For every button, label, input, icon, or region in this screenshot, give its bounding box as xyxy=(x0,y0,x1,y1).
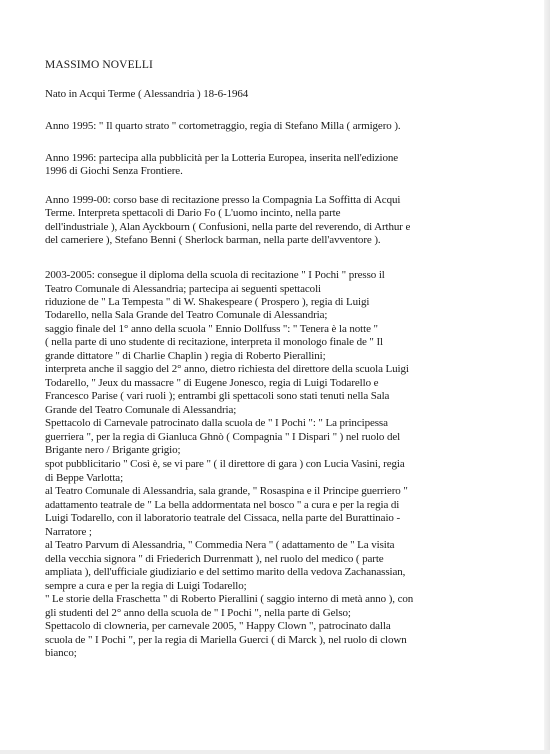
text-line: Anno 1996: partecipa alla pubblicità per la Lotteria Europea, inserita nell'edizione xyxy=(45,152,399,164)
scan-bottom-edge xyxy=(0,750,550,754)
text-line: sempre a cura e per la regia di Luigi Todarello; xyxy=(45,580,247,592)
text-line: Todarello, " Jeux du massacre " di Eugene Jonesco, regia di Luigi Todarello e xyxy=(45,377,379,389)
person-name: MASSIMO NOVELLI xyxy=(45,59,153,71)
text-line: riduzione de " La Tempesta " di W. Shakespeare ( Prospero ), regia di Luigi xyxy=(45,296,370,308)
text-line: Todarello, nella Sala Grande del Teatro Comunale di Alessandria; xyxy=(45,309,328,321)
text-line: Teatro Comunale di Alessandria; partecipa ai seguenti spettacoli xyxy=(45,283,321,295)
birth-line: Nato in Acqui Terme ( Alessandria ) 18-6-1964 xyxy=(45,88,249,100)
text-line: adattamento teatrale de " La bella addormentata nel bosco " a cura e per la regia di xyxy=(45,499,400,511)
text-line: Spettacolo di clowneria, per carnevale 2005, " Happy Clown ", patrocinato dalla xyxy=(45,620,391,632)
text-line: al Teatro Parvum di Alessandria, " Commedia Nera " ( adattamento de " La visita xyxy=(45,539,395,551)
text-line: Francesco Parise ( vari ruoli ); entrambi gli spettacoli sono stati tenuti nella Sala xyxy=(45,390,390,402)
paragraph-1995: Anno 1995: " Il quarto strato " cortometraggio, regia di Stefano Milla ( armigero ). xyxy=(45,120,401,132)
text-line: ampliata ), dell'ufficiale giudiziario e del settimo marito della vedova Zachanassian, xyxy=(45,566,406,578)
text-line: di Beppe Varlotta; xyxy=(45,472,124,484)
text-line: saggio finale del 1° anno della scuola " Ennio Dollfuss ": " Tenera è la notte " xyxy=(45,323,378,335)
text-line: guerriera ", per la regia di Gianluca Ghnò ( Compagnia " I Dispari " ) nel ruolo del xyxy=(45,431,401,443)
text-line: del cameriere ), Stefano Benni ( Sherlock barman, nella parte dell'avventore ). xyxy=(45,234,381,246)
text-line: scuola de " I Pochi ", per la regia di Mariella Guerci ( di Marck ), nel ruolo di clown xyxy=(45,634,407,646)
text-line: Spettacolo di Carnevale patrocinato dalla scuola de " I Pochi ": " La principessa xyxy=(45,417,388,429)
text-line: al Teatro Comunale di Alessandria, sala grande, " Rosaspina e il Principe guerriero " xyxy=(45,485,408,497)
text-line: Luigi Todarello, con il laboratorio teatrale del Cissaca, nella parte del Burattinaio - xyxy=(45,512,401,524)
text-line: della vecchia signora " di Friederich Durrenmatt ), nel ruolo del medico ( parte xyxy=(45,553,384,565)
text-line: gli studenti del 2° anno della scuola de " I Pochi ", nella parte di Gelso; xyxy=(45,607,351,619)
text-line: Anno 1999-00: corso base di recitazione presso la Compagnia La Soffitta di Acqui xyxy=(45,194,401,206)
text-line: dell'industriale ), Alan Ayckbourn ( Confusioni, nella parte del reverendo, di Arthur e xyxy=(45,221,411,233)
scan-right-edge xyxy=(544,0,550,754)
text-line: 1996 di Giochi Senza Frontiere. xyxy=(45,165,183,177)
text-line: 2003-2005: consegue il diploma della scuola di recitazione " I Pochi " presso il xyxy=(45,269,385,281)
text-line: spot pubblicitario " Così è, se vi pare " ( il direttore di gara ) con Lucia Vasini, regia xyxy=(45,458,405,470)
text-line: Narratore ; xyxy=(45,526,92,538)
text-line: interpreta anche il saggio del 2° anno, dietro richiesta del direttore della scuola Luigi xyxy=(45,363,409,375)
text-line: grande dittatore " di Charlie Chaplin ) regia di Roberto Pierallini; xyxy=(45,350,326,362)
text-line: Grande del Teatro Comunale di Alessandria; xyxy=(45,404,237,416)
text-line: Terme. Interpreta spettacoli di Dario Fo ( L'uomo incinto, nella parte xyxy=(45,207,341,219)
text-line: Brigante nero / Brigante grigio; xyxy=(45,444,181,456)
text-line: " Le storie della Fraschetta " di Roberto Pierallini ( saggio interno di metà anno ), con xyxy=(45,593,414,605)
text-line: bianco; xyxy=(45,647,77,659)
text-line: ( nella parte di uno studente di recitazione, interpreta il monologo finale de " Il xyxy=(45,336,383,348)
